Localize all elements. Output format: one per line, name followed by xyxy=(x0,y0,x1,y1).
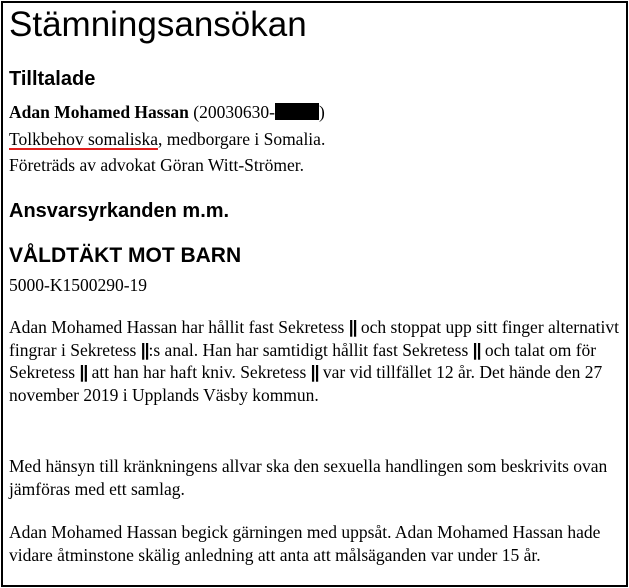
redaction-block xyxy=(275,103,319,120)
secrecy-mark: || xyxy=(310,362,319,382)
defendant-line xyxy=(9,101,325,123)
defendant-id-open: (20030630- xyxy=(193,102,275,122)
claims-heading: Ansvarsyrkanden m.m. xyxy=(9,200,230,222)
crime-heading: VÅLDTÄKT MOT BARN xyxy=(9,244,242,267)
defendant-name: Adan Mohamed Hassan xyxy=(9,102,189,122)
representation-line: Företräds av advokat Göran Witt-Strömer. xyxy=(9,155,304,175)
paragraph-2 xyxy=(9,455,623,500)
secrecy-mark: || xyxy=(348,317,357,337)
secrecy-mark: || xyxy=(79,362,88,382)
document-title: Stämningsansökan xyxy=(9,5,307,44)
secrecy-mark: || xyxy=(472,339,481,360)
paragraph-text: Adan Mohamed Hassan begick gärningen med uppsåt. Adan Mohamed Hassan hade vidare åtminstone skälig anledning att anta att målsäganden var under 15 år. xyxy=(9,522,601,565)
paragraph-text: och stoppat upp sitt finger alternativt fingrar i Sekretess xyxy=(9,317,619,360)
citizenship-text: , medborgare i Somalia. xyxy=(157,129,326,149)
paragraph-text: Adan Mohamed Hassan har hållit fast Sekretess xyxy=(9,317,349,337)
case-number: 5000-K1500290-19 xyxy=(9,275,148,295)
paragraph-1 xyxy=(9,316,623,406)
paragraph-text: att han har haft kniv. Sekretess xyxy=(87,362,311,382)
document-page xyxy=(1,1,628,587)
paragraph-text: var vid tillfället 12 år. Det hände den 27 november 2019 i Upplands Väsby kommun. xyxy=(9,362,603,405)
paragraph-text: :s anal. Han har samtidigt hållit fast Sekretess xyxy=(148,339,473,360)
interpreter-need: Tolkbehov somaliska xyxy=(9,129,158,149)
paragraph-text: och talat om för Sekretess xyxy=(9,339,597,382)
defendant-id-close: ) xyxy=(318,102,325,122)
defendant-heading: Tilltalade xyxy=(9,68,96,90)
paragraph-text: Med hänsyn till kränkningens allvar ska den sexuella handlingen som beskrivits ovan jämföras med ett samlag. xyxy=(9,456,608,499)
interpreter-line xyxy=(9,128,325,150)
paragraph-3 xyxy=(9,521,623,566)
secrecy-mark: || xyxy=(140,339,149,360)
